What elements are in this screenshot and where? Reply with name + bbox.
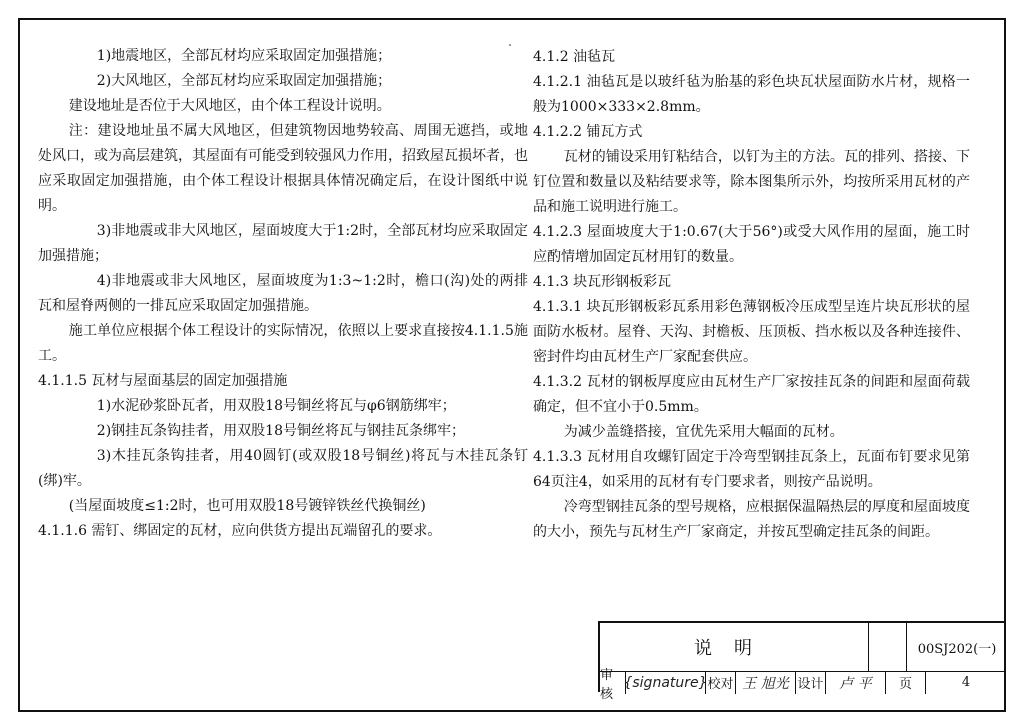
paragraph: 建设地址是否位于大风地区，由个体工程设计说明。 — [68, 98, 391, 114]
paragraph: 4.1.2.3 屋面坡度大于1:0.67(大于56°)或受大风作用的屋面，施工时应酌情增加固定瓦材用钉的数量。 — [533, 224, 970, 265]
page-label: 页 — [886, 671, 926, 694]
paragraph: 4.1.3.1 块瓦形钢板彩瓦系用彩色薄钢板冷压成型呈连片块瓦形状的屋面防水板材。屋脊、天沟、封檐板、压顶板、挡水板以及各种连接件、密封件均由瓦材生产厂家配套供应。 — [533, 299, 970, 365]
design-label: 设计 — [796, 671, 826, 694]
atlas-code: 00SJ202(一) — [906, 623, 1007, 671]
paragraph: 注：建设地址虽不属大风地区，但建筑物因地势较高、周围无遮挡，或地处风口，或为高层建筑，其屋面有可能受到较强风力作用，招致屋瓦损坏者，也应采取固定加强措施，由个体工程设计根据具体情况确定后，在设计图纸中说明。 — [38, 123, 528, 214]
sheet-title: 说明 — [600, 623, 869, 671]
right-column — [533, 45, 970, 545]
design-signature: 卢 平 — [826, 671, 886, 694]
paragraph: 4.1.3.3 瓦材用自攻螺钉固定于冷弯型钢挂瓦条上，瓦面布钉要求见第64页注4，如采用的瓦材有专门要求者，则按产品说明。 — [533, 449, 970, 490]
paragraph: 冷弯型钢挂瓦条的型号规格，应根据保温隔热层的厚度和屋面坡度的大小，预先与瓦材生产厂家商定，并按瓦型确定挂瓦条的间距。 — [533, 499, 970, 540]
paragraph: 4)非地震或非大风地区，屋面坡度为1:3~1:2时，檐口(沟)处的两排瓦和屋脊两侧的一排瓦应采取固定加强措施。 — [38, 273, 528, 314]
paragraph: 为减少盖缝搭接，宜优先采用大幅面的瓦材。 — [563, 424, 844, 440]
paragraph: 2)钢挂瓦条钩挂者，用双股18号铜丝将瓦与钢挂瓦条绑牢； — [96, 423, 465, 439]
check-signature: 王 旭光 — [736, 671, 796, 694]
paragraph: 1)水泥砂浆卧瓦者，用双股18号铜丝将瓦与φ6钢筋绑牢； — [96, 398, 456, 414]
paragraph: 4.1.1.6 需钉、绑固定的瓦材，应向供货方提出瓦端留孔的要求。 — [38, 523, 442, 539]
page-number: 4 — [961, 675, 971, 690]
review-label: 审核 — [600, 671, 626, 694]
paragraph: 4.1.3 块瓦形钢板彩瓦 — [533, 274, 672, 290]
paragraph: (当屋面坡度≤1:2时，也可用双股18号镀锌铁丝代换铜丝) — [68, 498, 426, 514]
title-block — [598, 621, 1004, 702]
paragraph: 2)大风地区，全部瓦材均应采取固定加强措施； — [96, 73, 392, 89]
title-block-row-bottom — [600, 667, 1004, 702]
review-signature: {signature} — [626, 671, 706, 694]
paragraph: 4.1.2.2 铺瓦方式 — [533, 124, 643, 140]
paragraph: 施工单位应根据个体工程设计的实际情况，依照以上要求直接按4.1.1.5施工。 — [38, 323, 528, 364]
paragraph: 瓦材的铺设采用钉粘结合，以钉为主的方法。瓦的排列、搭接、下钉位置和数量以及粘结要求等，除本图集所示外，均按所采用瓦材的产品和施工说明进行施工。 — [533, 149, 970, 215]
paragraph: 4.1.2 油毡瓦 — [533, 49, 616, 65]
paragraph: 3)非地震或非大风地区，屋面坡度大于1:2时，全部瓦材均应采取固定加强措施； — [38, 223, 528, 264]
paragraph: 4.1.1.5 瓦材与屋面基层的固定加强措施 — [38, 373, 288, 389]
check-label: 校对 — [706, 671, 736, 694]
paragraph: 4.1.2.1 油毡瓦是以玻纤毡为胎基的彩色块瓦状屋面防水片材，规格一般为1000×333×2.8mm。 — [533, 74, 970, 115]
title-block-row-top — [600, 623, 1004, 672]
paragraph: 4.1.3.2 瓦材的钢板厚度应由瓦材生产厂家按挂瓦条的间距和屋面荷载确定，但不宜小于0.5mm。 — [533, 374, 970, 415]
left-column — [38, 44, 528, 544]
paragraph: 3)木挂瓦条钩挂者，用40圆钉(或双股18号铜丝)将瓦与木挂瓦条钉(绑)牢。 — [38, 448, 528, 489]
paragraph: 1)地震地区，全部瓦材均应采取固定加强措施； — [96, 48, 392, 64]
